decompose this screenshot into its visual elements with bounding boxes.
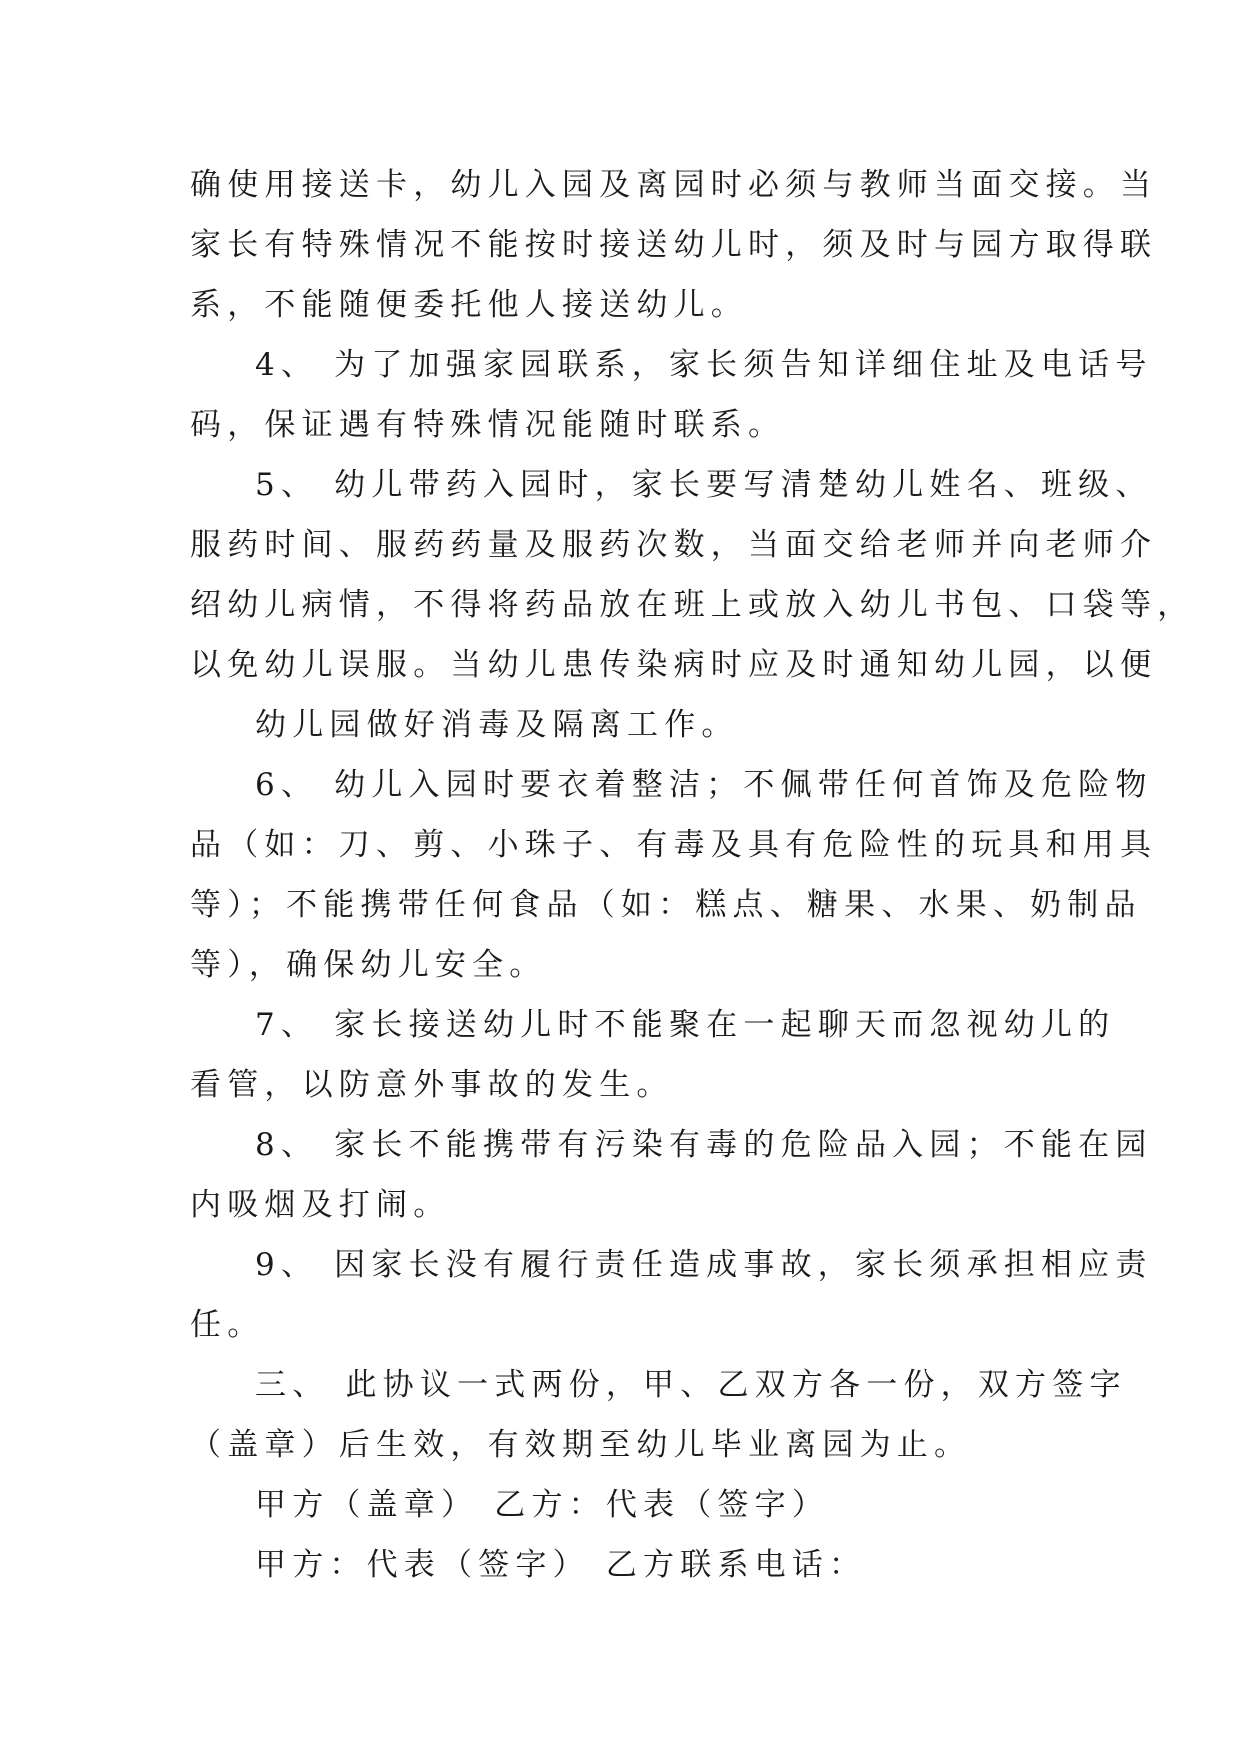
clause-8: 8、 家长不能携带有污染有毒的危险品入园；不能在园 (255, 1127, 1153, 1163)
paragraph-line: 内吸烟及打闹。 (190, 1187, 451, 1223)
clause-5: 5、 幼儿带药入园时，家长要写清楚幼儿姓名、班级、 (255, 467, 1153, 503)
signature-line-phone: 甲方：代表（签字） 乙方联系电话： (255, 1547, 867, 1583)
paragraph-line: 幼儿园做好消毒及隔离工作。 (255, 707, 739, 743)
signature-line-seal: 甲方（盖章） 乙方：代表（签字） (255, 1487, 830, 1523)
paragraph-line: （盖章）后生效，有效期至幼儿毕业离园为止。 (190, 1427, 972, 1463)
paragraph-line: 确使用接送卡，幼儿入园及离园时必须与教师当面交接。当 (190, 167, 1158, 203)
paragraph-line: 家长有特殊情况不能按时接送幼儿时，须及时与园方取得联 (190, 227, 1158, 263)
paragraph-line: 看管，以防意外事故的发生。 (190, 1067, 674, 1103)
paragraph-line: 绍幼儿病情，不得将药品放在班上或放入幼儿书包、口袋等， (190, 587, 1195, 623)
section-3: 三、 此协议一式两份，甲、乙双方各一份，双方签字 (255, 1367, 1127, 1403)
paragraph-line: 任。 (190, 1307, 265, 1343)
clause-7: 7、 家长接送幼儿时不能聚在一起聊天而忽视幼儿的 (255, 1007, 1116, 1043)
paragraph-line: 系，不能随便委托他人接送幼儿。 (190, 287, 748, 323)
clause-9: 9、 因家长没有履行责任造成事故，家长须承担相应责 (255, 1247, 1153, 1283)
paragraph-line: 等）；不能携带任何食品（如：糕点、糖果、水果、奶制品 (190, 887, 1142, 923)
paragraph-line: 码，保证遇有特殊情况能随时联系。 (190, 407, 786, 443)
paragraph-line: 品（如：刀、剪、小珠子、有毒及具有危险性的玩具和用具 (190, 827, 1158, 863)
clause-4: 4、 为了加强家园联系，家长须告知详细住址及电话号 (255, 347, 1153, 383)
paragraph-line: 以免幼儿误服。当幼儿患传染病时应及时通知幼儿园，以便 (190, 647, 1158, 683)
clause-6: 6、 幼儿入园时要衣着整洁；不佩带任何首饰及危险物 (255, 767, 1153, 803)
paragraph-line: 服药时间、服药药量及服药次数，当面交给老师并向老师介 (190, 527, 1158, 563)
paragraph-line: 等），确保幼儿安全。 (190, 947, 547, 983)
